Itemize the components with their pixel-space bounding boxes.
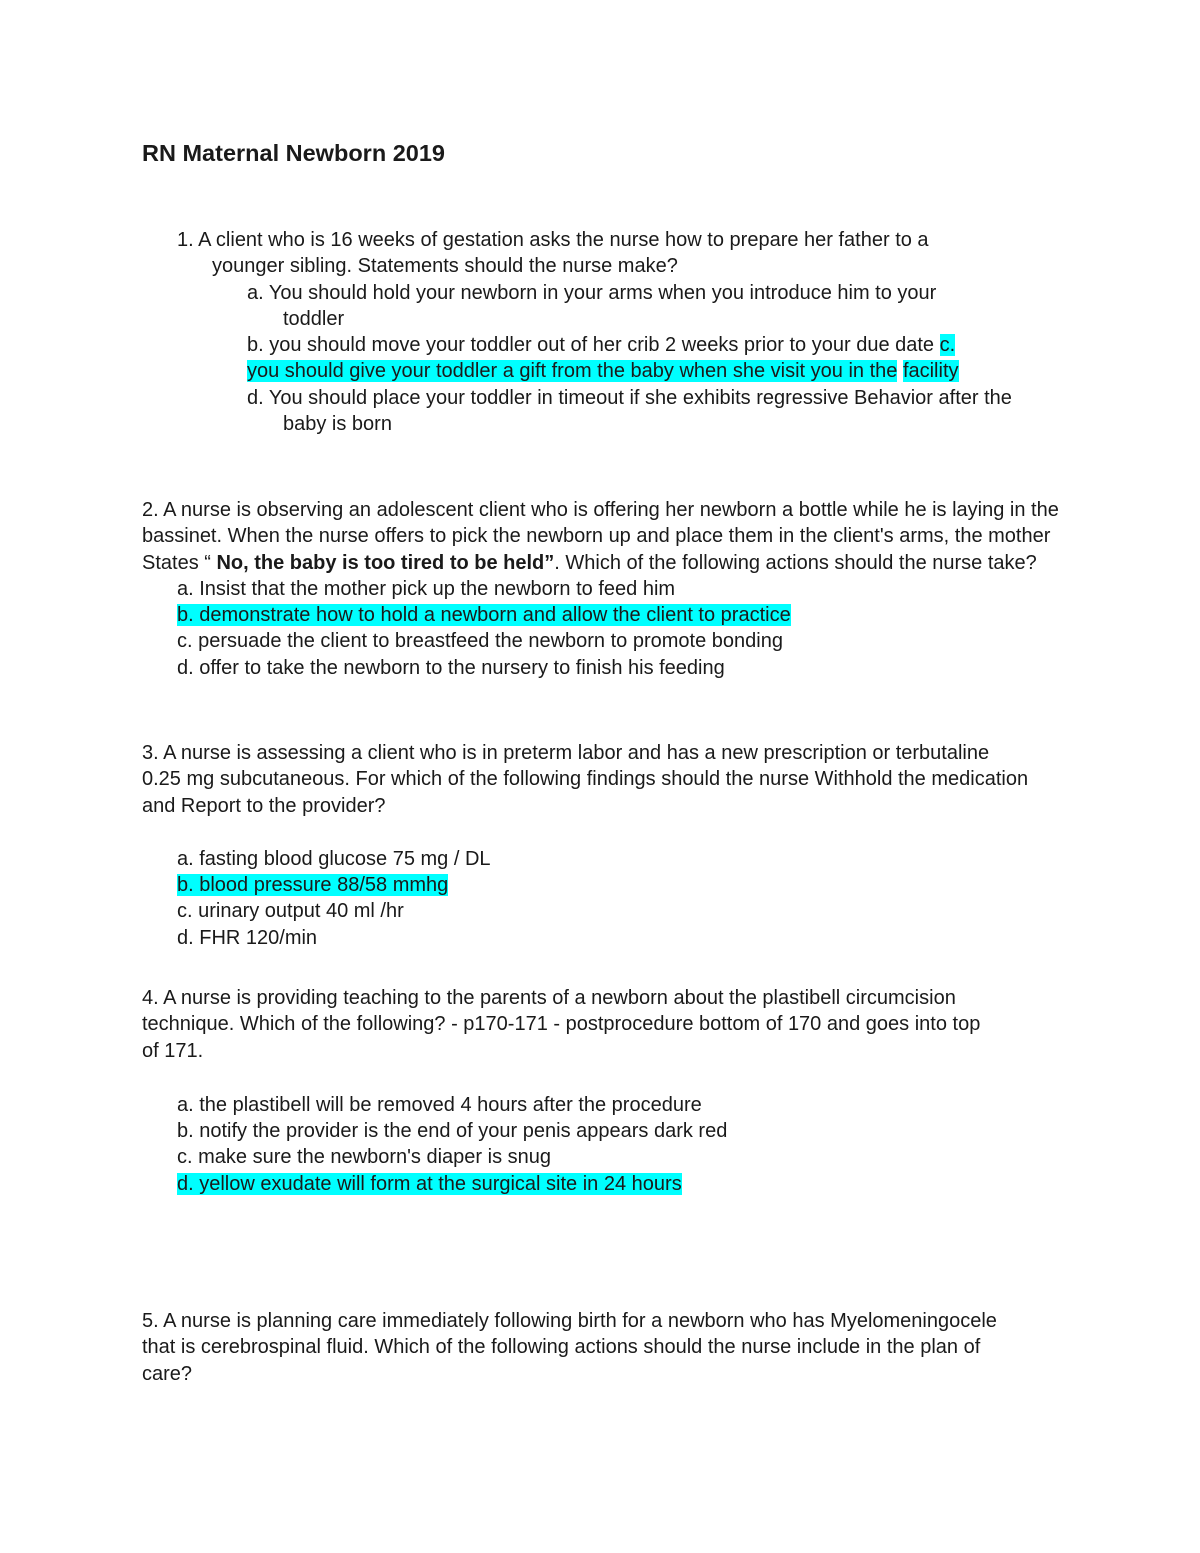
- question-1-text: 1. A client who is 16 weeks of gestation asks the nurse how to prepare her father to a: [177, 229, 929, 251]
- question-1-option-c: [142, 358, 1012, 384]
- question-1-option-c-text: you should give your toddler a gift from the baby when she visit you in the: [247, 360, 898, 383]
- question-4: [142, 985, 1082, 1197]
- question-1-option-d: d. You should place your toddler in timeout if she exhibits regressive Behavior after the: [247, 386, 1012, 409]
- question-2-option-d: d. offer to take the newborn to the nursery to finish his feeding: [177, 656, 725, 679]
- question-3: [142, 740, 1082, 951]
- question-1-option-b-text: b. you should move your toddler out of her crib 2 weeks prior to your due date: [247, 334, 935, 357]
- question-2-option-b: b. demonstrate how to hold a newborn and allow the client to practice: [177, 604, 791, 627]
- question-5-text: 5. A nurse is planning care immediately following birth for a newborn who has Myelomeningocele: [142, 1310, 997, 1332]
- question-1-text-cont: younger sibling. Statements should the nurse make?: [212, 255, 678, 278]
- question-3-option-d: d. FHR 120/min: [177, 926, 318, 949]
- question-2-quote: No, the baby is too tired to be held”: [210, 551, 555, 574]
- question-3-options: [142, 846, 1082, 951]
- question-4-option-b: b. notify the provider is the end of your penis appears dark red: [177, 1120, 728, 1143]
- question-5-text-end: care?: [142, 1362, 193, 1385]
- question-4-text-end: of 171.: [142, 1039, 204, 1062]
- question-1: [142, 227, 1012, 437]
- question-3-text: 3. A nurse is assessing a client who is in preterm labor and has a new prescription or terbutaline: [142, 742, 990, 764]
- question-3-option-a: a. fasting blood glucose 75 mg / DL: [177, 847, 491, 870]
- question-1-option-a: a. You should hold your newborn in your arms when you introduce him to your: [247, 281, 937, 304]
- question-2-options: [142, 576, 1082, 681]
- question-2-text-after: . Which of the following actions should the nurse take?: [554, 551, 1037, 574]
- question-3-text-end: and Report to the provider?: [142, 794, 386, 817]
- question-2-text: [142, 497, 1082, 576]
- question-1-option-c-end: facility: [902, 360, 959, 383]
- question-5: [142, 1308, 1082, 1387]
- question-3-option-b: b. blood pressure 88/58 mmhg: [177, 874, 449, 897]
- question-4-options: [142, 1092, 1082, 1197]
- question-1-option-a-cont: toddler: [283, 307, 345, 330]
- question-4-option-d: d. yellow exudate will form at the surgical site in 24 hours: [177, 1172, 682, 1195]
- question-3-text-cont: 0.25 mg subcutaneous. For which of the following findings should the nurse Withhold the medication: [142, 768, 1029, 791]
- question-3-option-c: c. urinary output 40 ml /hr: [177, 900, 404, 923]
- question-4-option-a: a. the plastibell will be removed 4 hours after the procedure: [177, 1093, 702, 1116]
- question-4-option-c: c. make sure the newborn's diaper is snug: [177, 1146, 552, 1169]
- question-4-text-cont: technique. Which of the following? - p170-171 - postprocedure bottom of 170 and goes into top: [142, 1013, 981, 1036]
- question-4-text: 4. A nurse is providing teaching to the parents of a newborn about the plastibell circumcision: [142, 987, 956, 1009]
- question-1-option-d-cont: baby is born: [283, 413, 392, 436]
- document-title: RN Maternal Newborn 2019: [142, 140, 445, 166]
- question-2: [142, 497, 1082, 681]
- question-1-option-c-start: c.: [939, 334, 956, 357]
- question-2-text-before: 2. A nurse is observing an adolescent client who is offering her newborn a bottle while he is laying in the bassinet. When the nurse offers to pick the newborn up and place them in the client's arms, the mother States “: [142, 499, 1059, 574]
- question-2-option-a: a. Insist that the mother pick up the newborn to feed him: [177, 577, 676, 600]
- question-5-text-cont: that is cerebrospinal fluid. Which of the following actions should the nurse include in the plan of: [142, 1336, 981, 1359]
- question-2-option-c: c. persuade the client to breastfeed the newborn to promote bonding: [177, 630, 783, 653]
- question-1-option-b: [142, 332, 1012, 358]
